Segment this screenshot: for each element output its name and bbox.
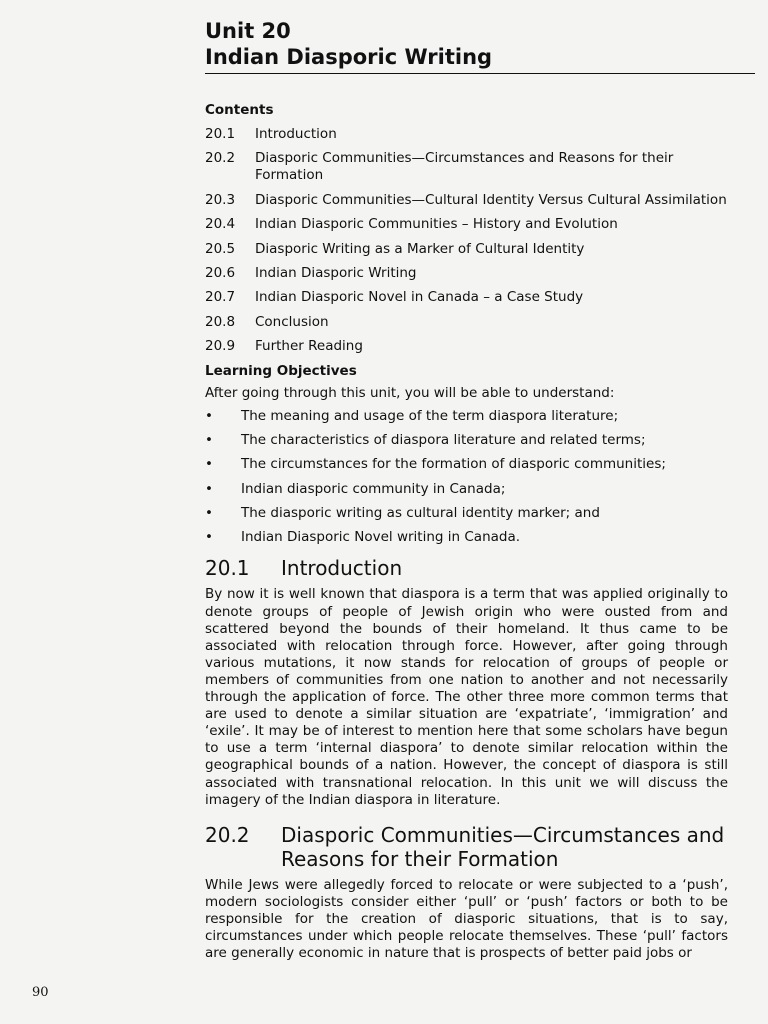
toc-item xyxy=(205,338,728,355)
toc-text: Indian Diasporic Communities – History and Evolution xyxy=(255,216,618,233)
toc-text: Further Reading xyxy=(255,338,363,355)
toc-text: Diasporic Communities—Cultural Identity Versus Cultural Assimilation xyxy=(255,191,727,208)
toc-text: Conclusion xyxy=(255,313,329,330)
document-page xyxy=(205,18,728,962)
bullet-icon: • xyxy=(205,456,213,473)
objectives-heading: Learning Objectives xyxy=(205,362,357,379)
toc-text: Diasporic Writing as a Marker of Cultural Identity xyxy=(255,240,585,257)
introduction-paragraph: By now it is well known that diaspora is a term that was applied originally to denote groups of people of Jewish origin who were ousted from and scattered beyond the bounds of their homeland. It thus came to be associated with relocation through force. However, after going through various mutations, it now stands for relocation of groups of people or members of communities from one nation to another and not necessarily through the application of force. The other three more common terms that are used to denote a similar situation are ‘expatriate’, ‘immigration’ and ‘exile’. It may be of interest to mention here that some scholars have begun to use a term ‘internal diaspora’ to denote similar relocation within the geographical bounds of a nation. However, the concept of diaspora is still associated with transnational relocation. In this unit we will discuss the imagery of the Indian diaspora in literature. xyxy=(205,586,728,808)
objective-item xyxy=(205,432,728,449)
table-of-contents xyxy=(205,126,728,355)
toc-item xyxy=(205,216,728,233)
toc-item xyxy=(205,265,728,282)
objective-item xyxy=(205,408,728,425)
objective-text: Indian diasporic community in Canada; xyxy=(241,480,506,497)
page-number: 90 xyxy=(32,985,49,1000)
bullet-icon: • xyxy=(205,407,213,424)
objective-item xyxy=(205,505,728,522)
objective-item xyxy=(205,481,728,498)
toc-number: 20.8 xyxy=(205,313,236,330)
section-heading-diasporic-communities xyxy=(205,823,728,871)
bullet-icon: • xyxy=(205,505,213,522)
toc-item xyxy=(205,192,728,209)
objectives-intro: After going through this unit, you will be able to understand: xyxy=(205,384,615,401)
objectives-list xyxy=(205,408,728,547)
objective-text: The diasporic writing as cultural identity marker; and xyxy=(241,505,600,522)
unit-title: Indian Diasporic Writing xyxy=(205,44,755,74)
objective-text: Indian Diasporic Novel writing in Canada. xyxy=(241,529,521,546)
toc-text: Introduction xyxy=(255,126,337,142)
objective-item xyxy=(205,529,728,546)
toc-item xyxy=(205,150,728,184)
toc-item xyxy=(205,314,728,331)
toc-text: Indian Diasporic Writing xyxy=(255,264,417,281)
objective-text: The characteristics of diaspora literature and related terms; xyxy=(241,431,646,448)
toc-number: 20.6 xyxy=(205,264,236,281)
toc-number: 20.2 xyxy=(205,150,236,167)
objective-text: The meaning and usage of the term diaspora literature; xyxy=(241,407,619,424)
bullet-icon: • xyxy=(205,529,213,546)
toc-item xyxy=(205,126,728,143)
objective-item xyxy=(205,456,728,473)
toc-number: 20.4 xyxy=(205,216,236,233)
toc-text: Indian Diasporic Novel in Canada – a Case Study xyxy=(255,289,584,306)
toc-text: Diasporic Communities—Circumstances and Reasons for their Formation xyxy=(255,150,674,184)
toc-item xyxy=(205,241,728,258)
unit-number: Unit 20 xyxy=(205,19,291,43)
section-number: 20.2 xyxy=(205,822,250,847)
toc-number: 20.7 xyxy=(205,289,236,306)
toc-number: 20.1 xyxy=(205,126,236,142)
bullet-icon: • xyxy=(205,431,213,448)
section-title: Diasporic Communities—Circumstances and Reasons for their Formation xyxy=(281,822,725,871)
section-title: Introduction xyxy=(281,556,403,581)
contents-heading: Contents xyxy=(205,102,274,118)
toc-item xyxy=(205,289,728,306)
section-number: 20.1 xyxy=(205,556,250,581)
toc-number: 20.5 xyxy=(205,240,236,257)
objective-text: The circumstances for the formation of diasporic communities; xyxy=(241,456,666,473)
diasporic-communities-paragraph: While Jews were allegedly forced to relocate or were subjected to a ‘push’, modern sociologists consider either ‘pull’ or ‘push’ factors or both to be responsible for the creation of diasporic situations, that is to say, circumstances under which people relocate themselves. These ‘pull’ factors are generally economic in nature that is prospects of better paid jobs or xyxy=(205,876,728,962)
section-heading-introduction xyxy=(205,556,728,580)
toc-number: 20.9 xyxy=(205,338,236,355)
bullet-icon: • xyxy=(205,480,213,497)
toc-number: 20.3 xyxy=(205,191,236,208)
